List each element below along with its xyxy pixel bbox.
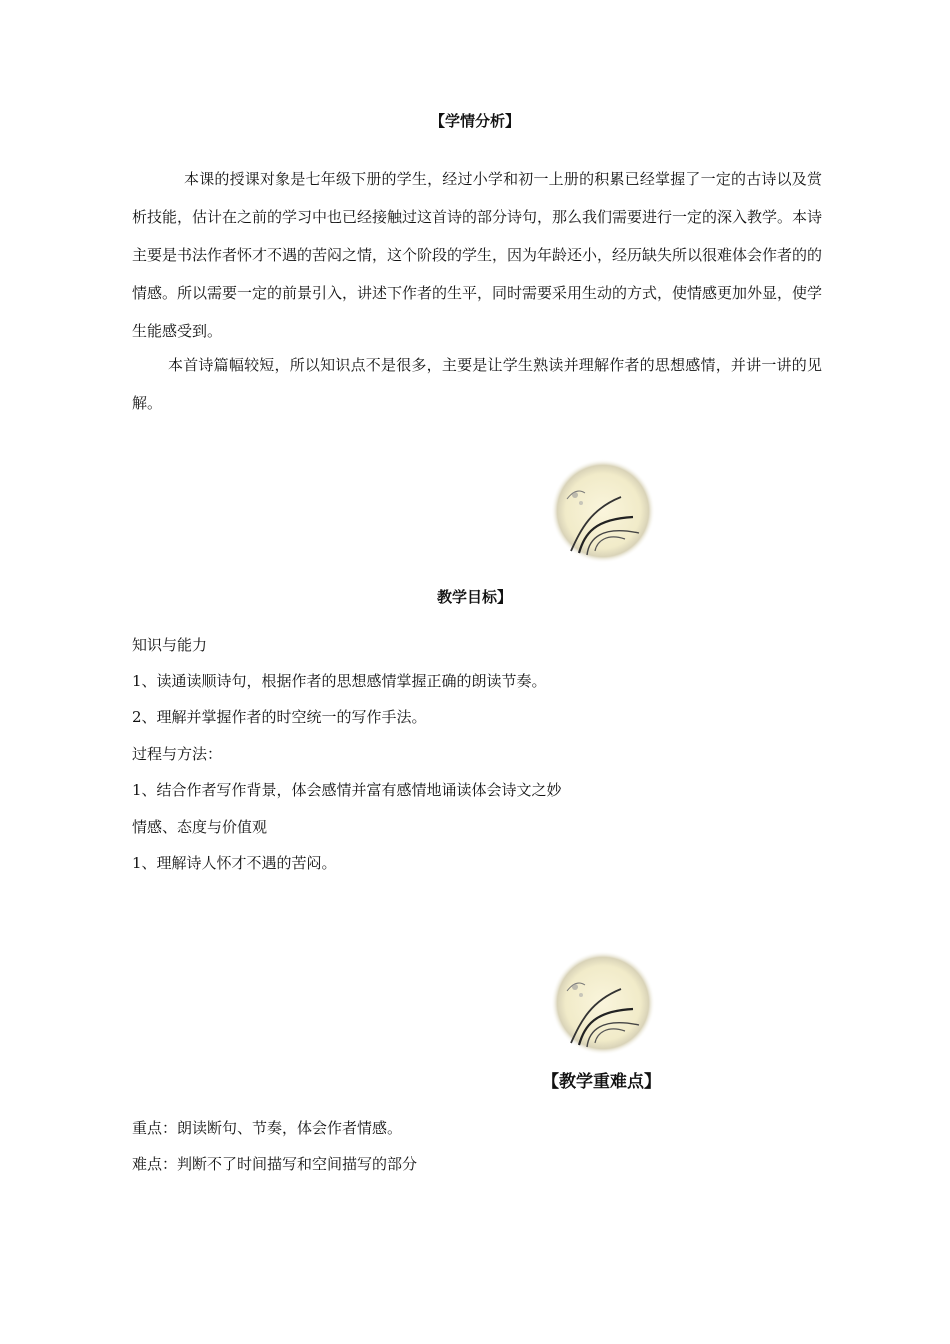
objective-item: 1、理解诗人怀才不遇的苦闷。 <box>132 854 337 872</box>
moon-orchid-icon <box>551 951 655 1055</box>
key-point: 重点：朗读断句、节奏，体会作者情感。 <box>132 1119 403 1137</box>
paragraph-knowledge-points: 本首诗篇幅较短，所以知识点不是很多，主要是让学生熟读并理解作者的思想感情，并讲一讲的见解。 <box>132 356 822 412</box>
heading-teaching-objectives: 教学目标】 <box>437 588 513 606</box>
objective-category-knowledge: 知识与能力 <box>132 636 208 654</box>
paragraph-learning-analysis: 本课的授课对象是七年级下册的学生，经过小学和初一上册的积累已经掌握了一定的古诗以及赏析技能，估计在之前的学习中也已经接触过这首诗的部分诗句，那么我们需要进行一定的深入教学。本诗主要是书法作者怀才不遇的苦闷之情，这个阶段的学生，因为年龄还小，经历缺失所以很难体会作者的的情感。所以需要一定的前景引入，讲述下作者的生平，同时需要采用生动的方式，使情感更加外显，使学生能感受到。 <box>132 170 823 340</box>
objective-item: 1、结合作者写作背景，体会感情并富有感情地诵读体会诗文之妙 <box>132 781 562 799</box>
heading-learning-analysis: 【学情分析】 <box>430 112 521 130</box>
objective-item: 2、理解并掌握作者的时空统一的写作手法。 <box>132 708 427 726</box>
heading-key-difficult-points: 【教学重难点】 <box>542 1072 661 1092</box>
objective-category-emotion: 情感、态度与价值观 <box>132 818 268 836</box>
difficult-point: 难点：判断不了时间描写和空间描写的部分 <box>132 1155 418 1173</box>
objective-category-process: 过程与方法： <box>132 745 223 763</box>
moon-orchid-icon <box>551 459 655 563</box>
objective-item: 1、读通读顺诗句，根据作者的思想感情掌握正确的朗读节奏。 <box>132 672 547 690</box>
